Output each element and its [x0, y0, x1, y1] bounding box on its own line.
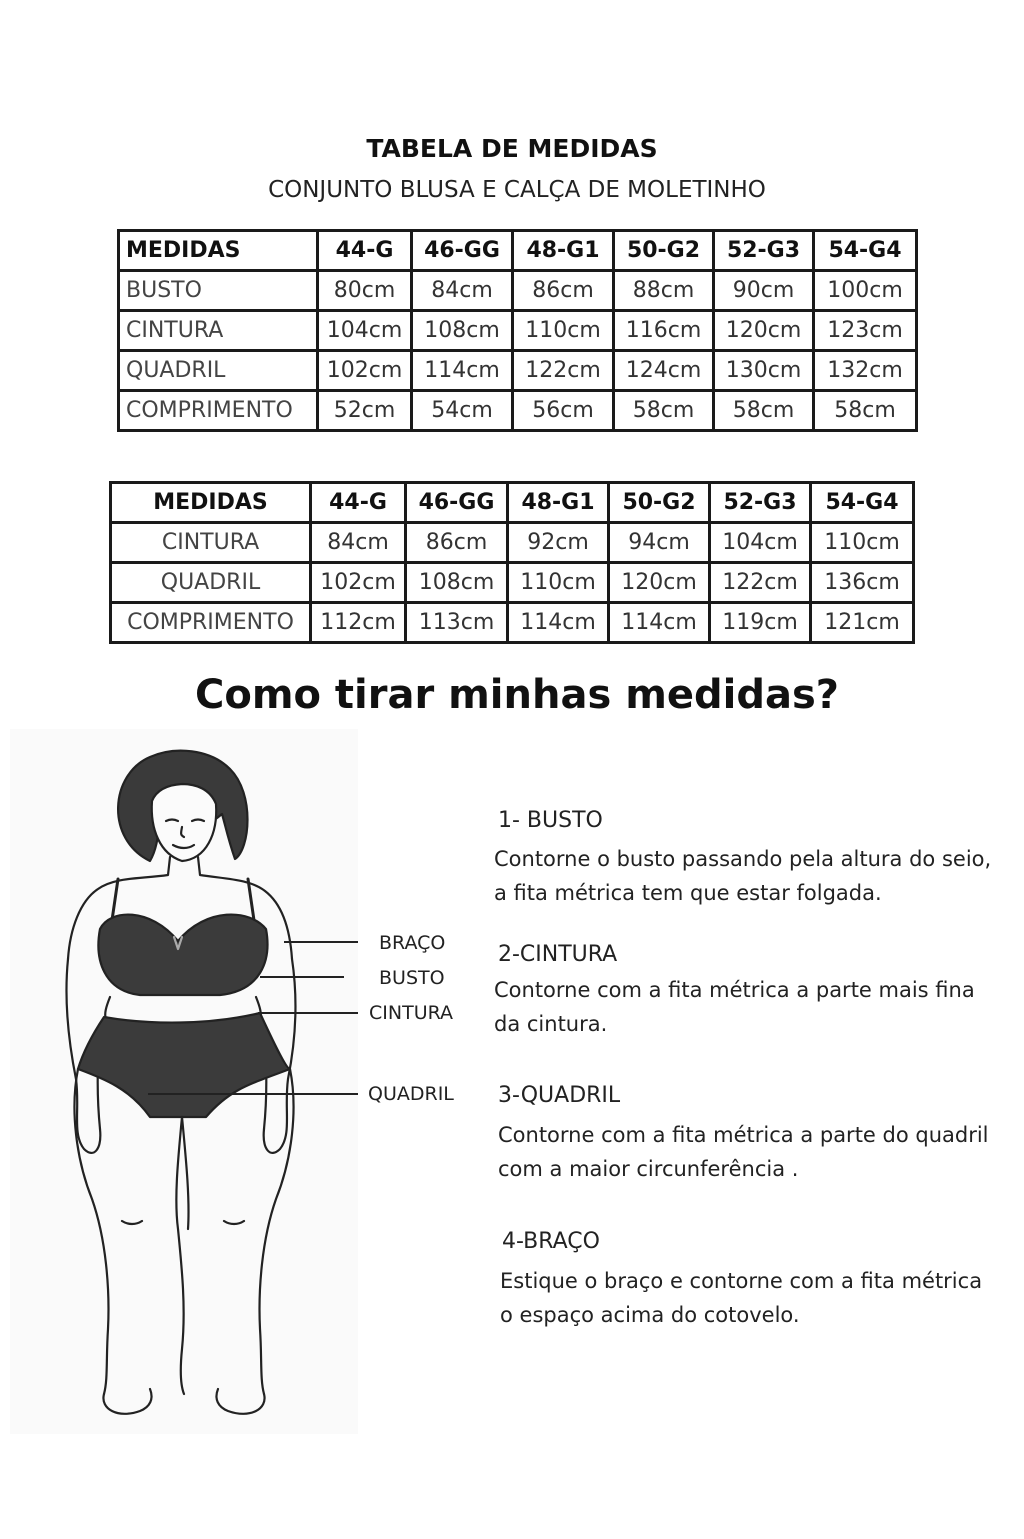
table-row [119, 311, 917, 351]
table-cell: CINTURA [119, 311, 318, 351]
table-cell: QUADRIL [119, 351, 318, 391]
table-header-cell: 46-GG [406, 483, 508, 523]
table-cell: 80cm [318, 271, 412, 311]
table-row [119, 351, 917, 391]
label-quadril: QUADRIL [368, 1083, 454, 1105]
page-title: TABELA DE MEDIDAS [366, 134, 658, 163]
table-header-cell: MEDIDAS [111, 483, 311, 523]
table-cell: 58cm [614, 391, 714, 431]
table-header-row [111, 483, 914, 523]
table-cell: 114cm [412, 351, 513, 391]
step-title-cintura: 2-CINTURA [498, 942, 618, 967]
table-cell: 86cm [513, 271, 614, 311]
table-cell: 120cm [714, 311, 814, 351]
table-cell: 58cm [714, 391, 814, 431]
table-header-cell: MEDIDAS [119, 231, 318, 271]
table-cell: COMPRIMENTO [111, 603, 311, 643]
table-cell: 122cm [513, 351, 614, 391]
body-figure-illustration [10, 729, 358, 1434]
table-cell: 136cm [811, 563, 914, 603]
label-busto: BUSTO [379, 967, 445, 989]
table-cell: 123cm [814, 311, 917, 351]
table-header-cell: 46-GG [412, 231, 513, 271]
table-header-cell: 48-G1 [513, 231, 614, 271]
table-header-cell: 54-G4 [814, 231, 917, 271]
table-header-cell: 52-G3 [714, 231, 814, 271]
step-text-braco: Estique o braço e contorne com a fita métrica o espaço acima do cotovelo. [500, 1269, 983, 1327]
table-row [111, 563, 914, 603]
table-cell: 92cm [508, 523, 609, 563]
table-cell: 121cm [811, 603, 914, 643]
step-text-quadril: Contorne com a fita métrica a parte do quadril com a maior circunferência . [498, 1123, 989, 1181]
table-cell: 110cm [513, 311, 614, 351]
step-text-cintura: Contorne com a fita métrica a parte mais fina da cintura. [494, 978, 975, 1036]
table-row [119, 391, 917, 431]
table-cell: 119cm [710, 603, 811, 643]
table-cell: 113cm [406, 603, 508, 643]
table-cell: 88cm [614, 271, 714, 311]
table-header-cell: 50-G2 [614, 231, 714, 271]
table-cell: 102cm [311, 563, 406, 603]
table-cell: 132cm [814, 351, 917, 391]
table-cell: 116cm [614, 311, 714, 351]
table-cell: 120cm [609, 563, 710, 603]
table-header-cell: 54-G4 [811, 483, 914, 523]
table-header-cell: 44-G [311, 483, 406, 523]
size-table-bottom [109, 481, 915, 644]
table-header-cell: 52-G3 [710, 483, 811, 523]
table-cell: 114cm [609, 603, 710, 643]
table-cell: 84cm [412, 271, 513, 311]
label-cintura: CINTURA [369, 1002, 454, 1024]
table-cell: 114cm [508, 603, 609, 643]
table-row [119, 271, 917, 311]
table-cell: 90cm [714, 271, 814, 311]
table-cell: QUADRIL [111, 563, 311, 603]
table-cell: 112cm [311, 603, 406, 643]
table-header-cell: 48-G1 [508, 483, 609, 523]
table-cell: 104cm [318, 311, 412, 351]
table-cell: 58cm [814, 391, 917, 431]
table-header-cell: 44-G [318, 231, 412, 271]
guide-heading: Como tirar minhas medidas? [195, 672, 839, 718]
table-cell: 108cm [412, 311, 513, 351]
step-title-quadril: 3-QUADRIL [498, 1083, 621, 1108]
table-row [111, 603, 914, 643]
table-cell: 52cm [318, 391, 412, 431]
table-cell: 102cm [318, 351, 412, 391]
label-braco: BRAÇO [379, 932, 446, 954]
table-cell: 130cm [714, 351, 814, 391]
table-cell: 86cm [406, 523, 508, 563]
page-subtitle: CONJUNTO BLUSA E CALÇA DE MOLETINHO [268, 177, 766, 203]
table-header-row [119, 231, 917, 271]
size-table-top [117, 229, 918, 432]
step-text-busto: Contorne o busto passando pela altura do seio, a fita métrica tem que estar folgada. [494, 847, 992, 905]
table-cell: CINTURA [111, 523, 311, 563]
table-cell: BUSTO [119, 271, 318, 311]
table-cell: 110cm [508, 563, 609, 603]
table-cell: 84cm [311, 523, 406, 563]
table-row [111, 523, 914, 563]
table-cell: 54cm [412, 391, 513, 431]
table-cell: 108cm [406, 563, 508, 603]
table-cell: 94cm [609, 523, 710, 563]
table-cell: 100cm [814, 271, 917, 311]
table-header-cell: 50-G2 [609, 483, 710, 523]
step-title-busto: 1- BUSTO [498, 808, 603, 833]
table-cell: 104cm [710, 523, 811, 563]
table-cell: COMPRIMENTO [119, 391, 318, 431]
table-cell: 110cm [811, 523, 914, 563]
table-cell: 124cm [614, 351, 714, 391]
table-cell: 122cm [710, 563, 811, 603]
step-title-braco: 4-BRAÇO [502, 1229, 600, 1254]
table-cell: 56cm [513, 391, 614, 431]
